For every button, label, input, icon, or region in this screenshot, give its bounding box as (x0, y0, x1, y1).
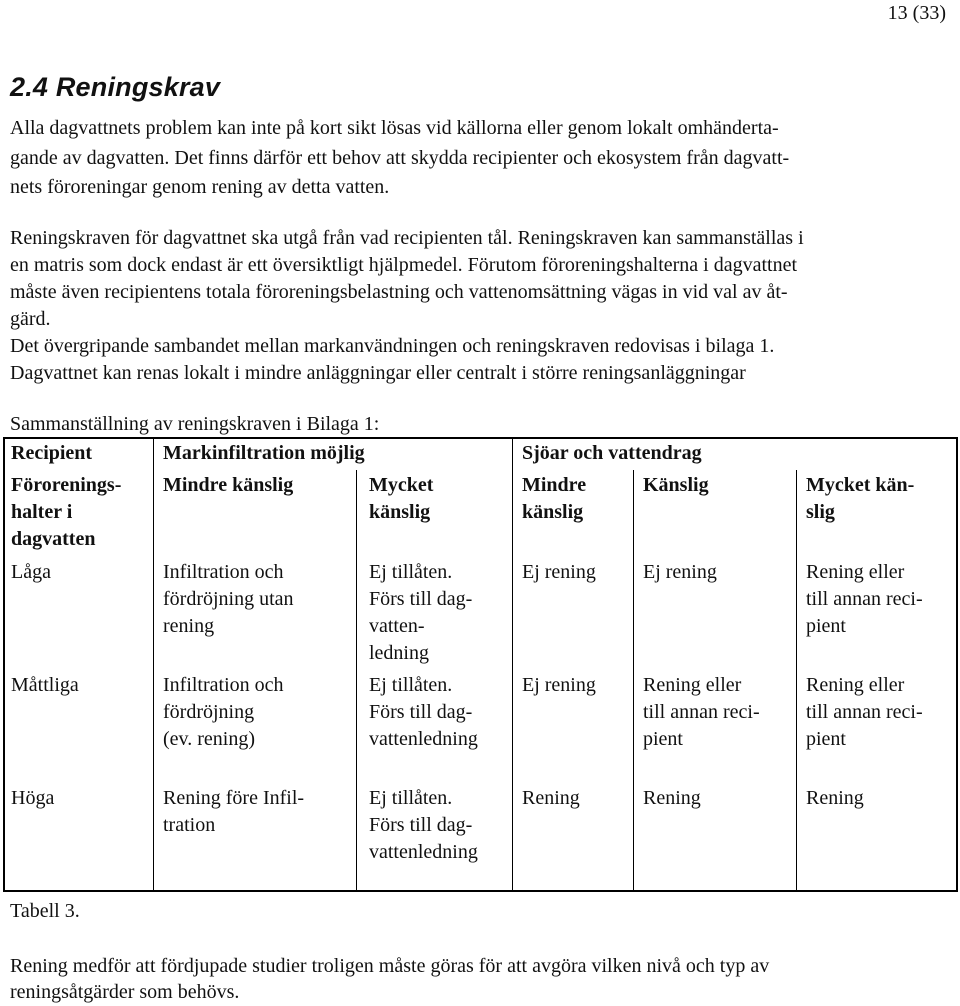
table-divider-4 (633, 470, 634, 890)
row-high-mindre: Rening före Infil- tration (163, 787, 305, 836)
body-line-1: Reningskraven för dagvattnet ska utgå från vad recipienten tål. Reningskraven kan sammanställas i (10, 227, 804, 249)
row-high-mycket: Ej tillåten. Förs till dag- vattenledning (369, 787, 478, 863)
closing-line-1: Rening medför att fördjupade studier troligen måste göras för att avgöra vilken nivå och typ av (10, 955, 770, 977)
table-caption: Tabell 3. (10, 900, 80, 922)
header-mindre-kanslig: Mindre känslig (163, 474, 294, 496)
header-recipient: Recipient (11, 442, 93, 464)
header-sjo-mycket-kanslig: Mycket kän- slig (806, 474, 915, 523)
row-high-level: Höga (11, 787, 55, 809)
body-line-5: Det övergripande sambandet mellan markanvändningen och reningskraven redovisas i bilaga 1. (10, 335, 775, 357)
body-line-6: Dagvattnet kan renas lokalt i mindre anläggningar eller centralt i större reningsanläggningar (10, 362, 746, 384)
header-sjo-kanslig: Känslig (643, 474, 709, 496)
row-high-sjo-mycket: Rening (806, 787, 864, 809)
row-moderate-sjo-mindre: Ej rening (522, 674, 596, 696)
row-moderate-level: Måttliga (11, 674, 79, 696)
table-right-border (956, 437, 958, 892)
intro-line-2: gande av dagvatten. Det finns därför ett behov att skydda recipienter och ekosystem från dagvatt- (10, 147, 790, 169)
intro-line-3: nets föroreningar genom rening av detta vatten. (10, 176, 390, 198)
header-sjo-mindre-kanslig: Mindre känslig (522, 474, 587, 523)
row-low-sjo-kanslig: Ej rening (643, 561, 717, 583)
table-divider-3 (512, 439, 513, 890)
closing-line-2: reningsåtgärder som behövs. (10, 981, 240, 1003)
table-left-border (3, 437, 5, 892)
body-line-4: gärd. (10, 308, 51, 330)
row-moderate-mycket: Ej tillåten. Förs till dag- vattenledning (369, 674, 478, 750)
table-top-border (3, 437, 958, 439)
table-divider-5 (796, 470, 797, 890)
table-divider-2 (356, 470, 357, 890)
row-moderate-sjo-mycket: Rening eller till annan reci- pient (806, 674, 923, 750)
header-sjoar: Sjöar och vattendrag (522, 442, 702, 464)
header-fororeningshalter: Förorenings- halter i dagvatten (11, 474, 122, 550)
header-markinfiltration: Markinfiltration möjlig (163, 442, 365, 464)
row-low-mycket: Ej tillåten. Förs till dag- vatten- ledning (369, 561, 473, 664)
summary-caption: Sammanställning av reningskraven i Bilaga 1: (10, 413, 380, 435)
table-divider-1 (153, 439, 154, 890)
header-mycket-kanslig: Mycket känslig (369, 474, 434, 523)
row-low-mindre: Infiltration och fördröjning utan rening (163, 561, 294, 637)
body-line-2: en matris som dock endast är ett översiktligt hjälpmedel. Förutom föroreningshalterna i dagvattnet (10, 254, 798, 276)
row-moderate-sjo-kanslig: Rening eller till annan reci- pient (643, 674, 760, 750)
section-heading: 2.4 Reningskrav (10, 72, 221, 102)
row-low-level: Låga (11, 561, 51, 583)
page-number: 13 (33) (887, 2, 946, 24)
row-low-sjo-mycket: Rening eller till annan reci- pient (806, 561, 923, 637)
body-line-3: måste även recipientens totala föroreningsbelastning och vattenomsättning vägas in vid val av åt- (10, 281, 788, 303)
table-bottom-border (3, 890, 958, 892)
intro-line-1: Alla dagvattnets problem kan inte på kort sikt lösas vid källorna eller genom lokalt omhänderta- (10, 117, 779, 139)
row-high-sjo-mindre: Rening (522, 787, 580, 809)
row-low-sjo-mindre: Ej rening (522, 561, 596, 583)
row-moderate-mindre: Infiltration och fördröjning (ev. rening) (163, 674, 284, 750)
row-high-sjo-kanslig: Rening (643, 787, 701, 809)
